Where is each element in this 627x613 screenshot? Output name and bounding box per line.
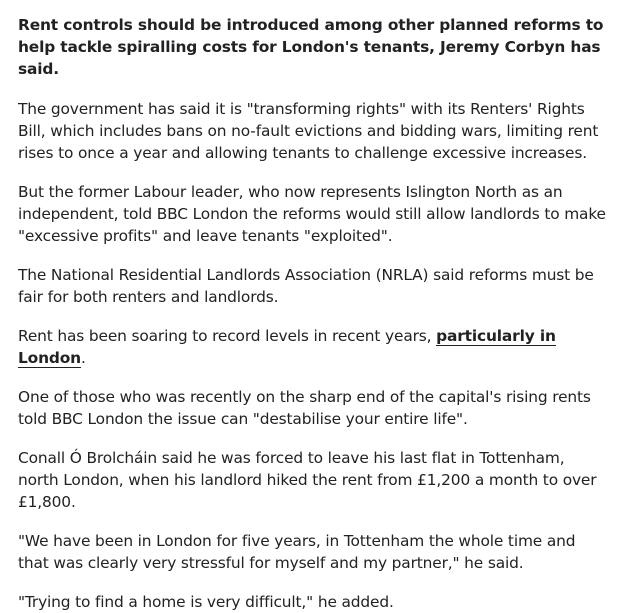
article-paragraph: One of those who was recently on the sharp end of the capital's rising rents told BBC London the issue can "destabilise your entire life". xyxy=(18,388,591,428)
paragraph-text: . xyxy=(81,349,86,367)
article-paragraph: "Trying to find a home is very difficult," he added. xyxy=(18,593,394,611)
particularly-in-london-link[interactable]: particularly in London xyxy=(18,327,556,367)
paragraph-text: Rent has been soaring to record levels in recent years, xyxy=(18,327,437,345)
article-paragraph: The government has said it is "transforming rights" with its Renters' Rights Bill, which includes bans on no-fault evictions and bidding wars, limiting rent rises to once a year and allowing tenants to challenge excessive increases. xyxy=(18,100,599,162)
article-paragraph: "We have been in London for five years, in Tottenham the whole time and that was clearly very stressful for myself and my partner," he said. xyxy=(18,532,576,572)
article-paragraph: Conall Ó Brolcháin said he was forced to leave his last flat in Tottenham, north London, when his landlord hiked the rent from £1,200 a month to over £1,800. xyxy=(18,449,597,511)
article-lead: Rent controls should be introduced among other planned reforms to help tackle spiralling costs for London's tenants, Jeremy Corbyn has said. xyxy=(18,16,604,78)
article-paragraph: The National Residential Landlords Association (NRLA) said reforms must be fair for both renters and landlords. xyxy=(18,266,594,306)
article-paragraph-with-link xyxy=(18,325,609,369)
article-paragraph: But the former Labour leader, who now represents Islington North as an independent, told BBC London the reforms would still allow landlords to make "excessive profits" and leave tenants "exploited". xyxy=(18,183,606,245)
